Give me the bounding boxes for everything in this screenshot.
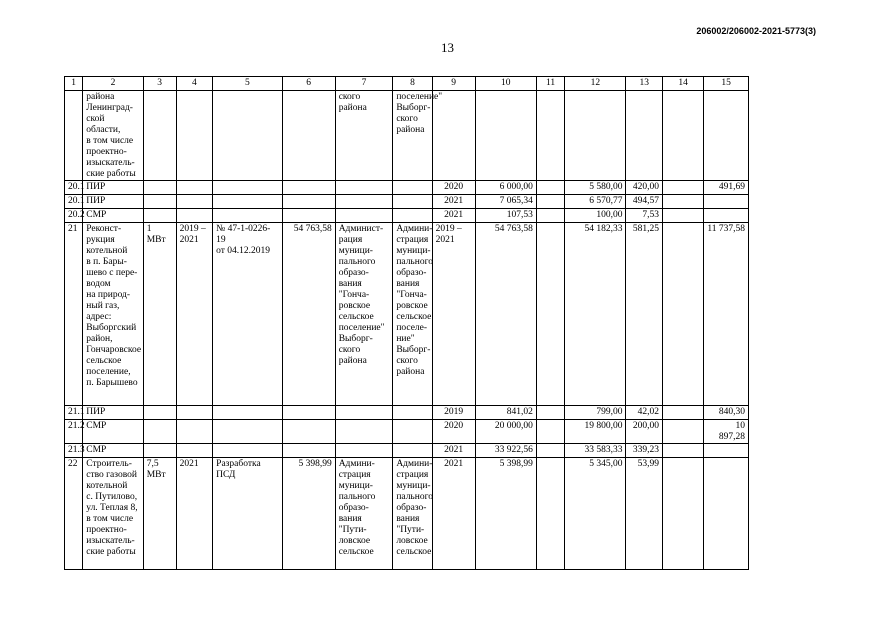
table-row (65, 458, 749, 570)
table-cell (536, 181, 564, 195)
table-cell: 10 897,28 (704, 420, 749, 444)
table-cell: 6 570,77 (565, 195, 626, 209)
table-cell (143, 406, 176, 420)
table-cell: района Ленинград- ской области, в том числе проектно- изыскатель- ские работы (83, 91, 143, 181)
table-cell: поселение" Выборг- ского района (393, 91, 432, 181)
table-cell: 491,69 (704, 181, 749, 195)
table-cell (282, 209, 335, 223)
table-cell: 20.2 (65, 209, 83, 223)
table-cell (335, 444, 393, 458)
table-cell (536, 195, 564, 209)
column-header: 14 (663, 77, 704, 91)
table-header-row (65, 77, 749, 91)
table-cell: № 47-1-0226- 19 от 04.12.2019 (213, 223, 282, 406)
table-cell: 100,00 (565, 209, 626, 223)
table-cell (536, 420, 564, 444)
table-cell: Админи- страция муници- пального образо- вания "Пути- ловское сельское (335, 458, 393, 570)
table-cell: 19 800,00 (565, 420, 626, 444)
page-number: 13 (441, 40, 454, 55)
table-cell: 339,23 (626, 444, 663, 458)
table-cell (282, 181, 335, 195)
table-cell (536, 458, 564, 570)
table-cell: 22 (65, 458, 83, 570)
table-cell: Разработка ПСД (213, 458, 282, 570)
table-cell: Админи- страция муници- пального образо- вания "Гонча- ровское сельское поселе- ние" Выборг- ского района (393, 223, 432, 406)
table-cell (393, 444, 432, 458)
table-cell (213, 444, 282, 458)
column-header: 4 (176, 77, 213, 91)
table-cell: 53,99 (626, 458, 663, 570)
table-cell: ского района (335, 91, 393, 181)
table-cell: 7 065,34 (475, 195, 536, 209)
table-cell (213, 209, 282, 223)
table-cell (663, 195, 704, 209)
table-cell (704, 195, 749, 209)
table-cell: 7,53 (626, 209, 663, 223)
table-row (65, 420, 749, 444)
column-header: 3 (143, 77, 176, 91)
column-header: 5 (213, 77, 282, 91)
table-cell: 5 580,00 (565, 181, 626, 195)
table-cell: 20.1 (65, 195, 83, 209)
table-cell: 840,30 (704, 406, 749, 420)
column-header: 6 (282, 77, 335, 91)
table-cell (663, 181, 704, 195)
table-cell (393, 420, 432, 444)
table-cell: Админист- рация муници- пального образо- вания "Гонча- ровское сельское поселение" Выборг- ского района (335, 223, 393, 406)
table-cell: 21 (65, 223, 83, 406)
table-cell (475, 91, 536, 181)
table-cell (213, 181, 282, 195)
table-cell (393, 209, 432, 223)
table-cell: ПИР (83, 406, 143, 420)
table-cell: 11 737,58 (704, 223, 749, 406)
table-cell: 1 МВт (143, 223, 176, 406)
table-cell (143, 420, 176, 444)
table-cell (432, 91, 475, 181)
table-cell: 6 000,00 (475, 181, 536, 195)
table-cell (143, 181, 176, 195)
table-cell: 2019 – 2021 (432, 223, 475, 406)
table-cell (536, 209, 564, 223)
table-cell (213, 195, 282, 209)
table-cell: СМР (83, 209, 143, 223)
table-cell: 107,53 (475, 209, 536, 223)
table-cell (143, 195, 176, 209)
table-cell: 581,25 (626, 223, 663, 406)
column-header: 10 (475, 77, 536, 91)
table-cell (65, 91, 83, 181)
table-cell: 20.1 (65, 181, 83, 195)
table-cell (704, 444, 749, 458)
table-cell (393, 406, 432, 420)
table-cell (335, 406, 393, 420)
table-cell: 799,00 (565, 406, 626, 420)
table-cell: Реконст- рукция котельной в п. Бары- шево с пере- водом на природ- ный газ, адрес: Выборгский район, Гончаровское сельское поселение, п. Барышево (83, 223, 143, 406)
table-cell: 33 922,56 (475, 444, 536, 458)
table-cell (335, 195, 393, 209)
table-cell: 21.3 (65, 444, 83, 458)
table-cell (536, 406, 564, 420)
table-cell (704, 458, 749, 570)
table-cell (176, 181, 213, 195)
table-cell (663, 420, 704, 444)
table-cell: 33 583,33 (565, 444, 626, 458)
table-cell: 21.1 (65, 406, 83, 420)
table-row (65, 195, 749, 209)
column-header: 13 (626, 77, 663, 91)
table-cell: 2021 (432, 209, 475, 223)
table-cell (626, 91, 663, 181)
table-cell (393, 181, 432, 195)
table-cell (663, 91, 704, 181)
table-row (65, 209, 749, 223)
table-cell: 841,02 (475, 406, 536, 420)
table-cell (176, 420, 213, 444)
budget-table (64, 76, 749, 570)
table-cell (704, 91, 749, 181)
table-cell (176, 195, 213, 209)
table-cell (565, 91, 626, 181)
table-cell: СМР (83, 420, 143, 444)
table-cell: 2020 (432, 181, 475, 195)
column-header: 2 (83, 77, 143, 91)
table-cell: 2020 (432, 420, 475, 444)
table-cell (536, 223, 564, 406)
table-cell: 420,00 (626, 181, 663, 195)
table-cell: ПИР (83, 181, 143, 195)
table-row (65, 181, 749, 195)
table-cell: 2021 (176, 458, 213, 570)
table-cell: 5 398,99 (475, 458, 536, 570)
table-cell (143, 209, 176, 223)
table-cell (282, 420, 335, 444)
table-cell (143, 444, 176, 458)
table-cell (213, 91, 282, 181)
table-cell: 20 000,00 (475, 420, 536, 444)
table-cell: 21.2 (65, 420, 83, 444)
table-cell: 200,00 (626, 420, 663, 444)
table-cell: 2021 (432, 444, 475, 458)
column-header: 9 (432, 77, 475, 91)
table-cell (663, 458, 704, 570)
column-header: 1 (65, 77, 83, 91)
table-cell: 7,5 МВт (143, 458, 176, 570)
table-cell (536, 91, 564, 181)
table-cell: 2021 (432, 458, 475, 570)
document-id: 206002/206002-2021-5773(3) (696, 26, 816, 36)
table-cell (282, 406, 335, 420)
table-cell (663, 406, 704, 420)
table-cell: 2019 (432, 406, 475, 420)
table-cell: 2019 – 2021 (176, 223, 213, 406)
table-cell: 5 398,99 (282, 458, 335, 570)
table-cell (704, 209, 749, 223)
table-cell (176, 91, 213, 181)
table-cell (176, 209, 213, 223)
table-cell: СМР (83, 444, 143, 458)
table-cell (213, 406, 282, 420)
table-row (65, 91, 749, 181)
table-row (65, 406, 749, 420)
column-header: 11 (536, 77, 564, 91)
table-cell: 54 763,58 (475, 223, 536, 406)
table-cell (663, 444, 704, 458)
table-row (65, 223, 749, 406)
table-cell: 5 345,00 (565, 458, 626, 570)
table-cell (176, 444, 213, 458)
table-cell (213, 420, 282, 444)
column-header: 8 (393, 77, 432, 91)
table-cell (282, 195, 335, 209)
table-cell (335, 181, 393, 195)
table-cell: 42,02 (626, 406, 663, 420)
column-header: 7 (335, 77, 393, 91)
table-cell (335, 209, 393, 223)
table-cell (335, 420, 393, 444)
table-cell (176, 406, 213, 420)
table-cell (393, 195, 432, 209)
table-cell: ПИР (83, 195, 143, 209)
table-cell: 54 763,58 (282, 223, 335, 406)
table-cell: Строитель- ство газовой котельной с. Путилово, ул. Теплая 8, в том числе проектно- изыскатель- ские работы (83, 458, 143, 570)
table-cell: 494,57 (626, 195, 663, 209)
column-header: 12 (565, 77, 626, 91)
table-cell (282, 444, 335, 458)
table-cell: Админи- страция муници- пального образо- вания "Пути- ловское сельское (393, 458, 432, 570)
column-header: 15 (704, 77, 749, 91)
table-row (65, 444, 749, 458)
table-cell (282, 91, 335, 181)
table-cell (536, 444, 564, 458)
table-cell: 54 182,33 (565, 223, 626, 406)
table-cell: 2021 (432, 195, 475, 209)
table-cell (143, 91, 176, 181)
table-cell (663, 209, 704, 223)
table-cell (663, 223, 704, 406)
